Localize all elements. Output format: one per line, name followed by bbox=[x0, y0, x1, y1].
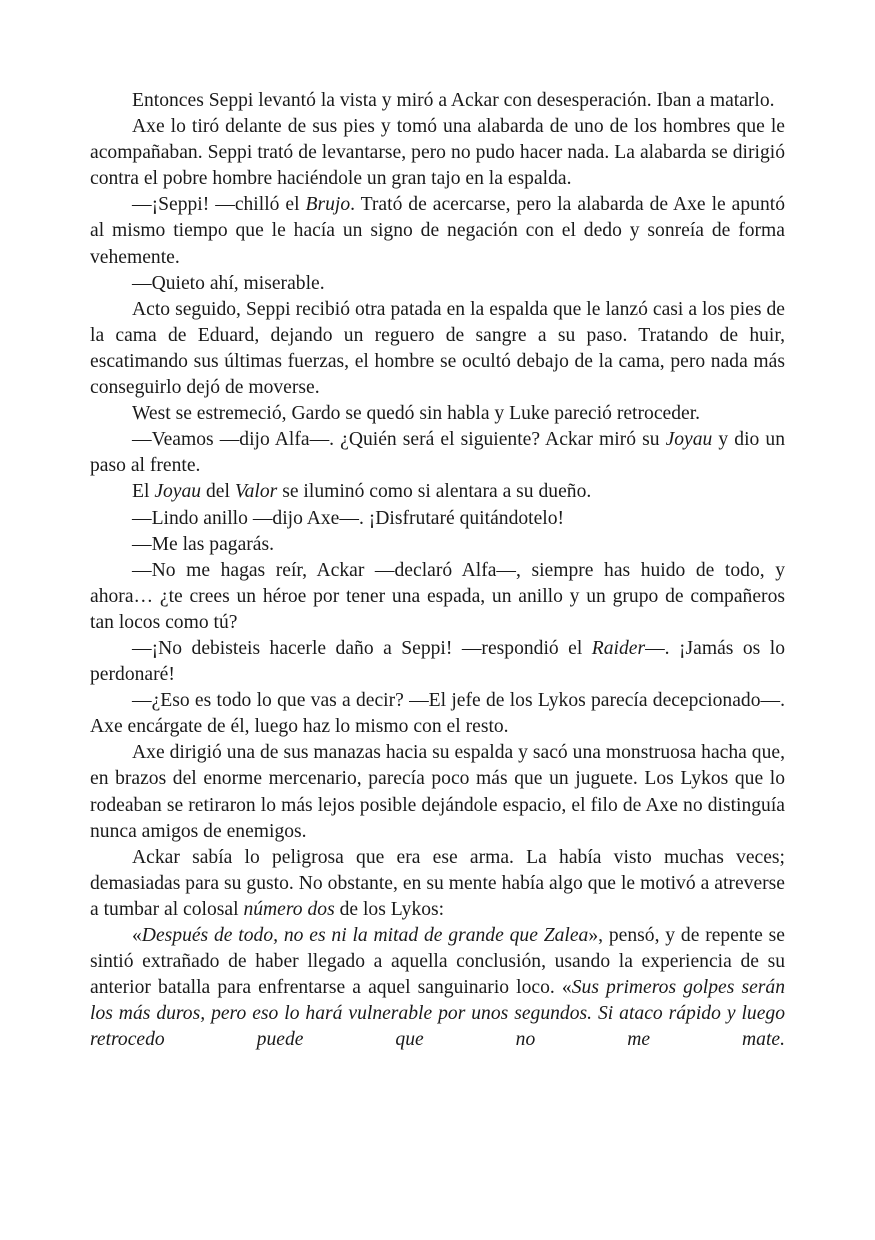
italic-text: Raider bbox=[591, 637, 646, 659]
paragraph bbox=[90, 532, 785, 558]
text-run: West se estremeció, Gardo se quedó sin habla y Luke pareció retroceder. bbox=[132, 403, 701, 425]
body-text bbox=[90, 88, 785, 1053]
paragraph bbox=[90, 479, 785, 505]
text-run: Ackar sabía lo peligrosa que era ese arma. La había visto muchas veces; demasiadas para su gusto. No obstante, en su mente había algo que le motivó a atreverse a tumbar al colosal bbox=[90, 846, 785, 920]
paragraph bbox=[90, 636, 785, 688]
text-run: Acto seguido, Seppi recibió otra patada en la espalda que le lanzó casi a los pies de la cama de Eduard, dejando un reguero de sangre a su paso. Tratando de huir, escatimando sus últimas fuerzas, el hombre se ocultó debajo de la cama, pero nada más conseguirlo dejó de moverse. bbox=[90, 298, 785, 399]
paragraph bbox=[90, 923, 785, 1053]
text-run: », pensó, y de repente se sintió extrañado de haber llegado a aquella conclusión, usando la experiencia de su anterior batalla para enfrentarse a aquel sanguinario loco. « bbox=[90, 925, 785, 999]
text-run: —Lindo anillo —dijo Axe—. ¡Disfrutaré quitándotelo! bbox=[132, 507, 565, 529]
text-run: « bbox=[132, 925, 142, 946]
text-run: —No me hagas reír, Ackar —declaró Alfa—, siempre has huido de todo, y ahora… ¿te crees un héroe por tener una espada, un anillo y un grupo de compañeros tan locos como tú? bbox=[90, 559, 785, 633]
text-run: El bbox=[132, 481, 155, 503]
text-run: —¡Seppi! —chilló el bbox=[132, 194, 306, 216]
italic-text: Joyau bbox=[154, 481, 202, 503]
text-run: y dio un paso al frente. bbox=[90, 429, 786, 477]
text-run: —Quieto ahí, miserable. bbox=[132, 272, 325, 294]
text-run: Entonces Seppi levantó la vista y miró a Ackar con desesperación. Iban a matarlo. bbox=[132, 90, 775, 111]
italic-text: Brujo bbox=[305, 194, 351, 216]
paragraph bbox=[90, 740, 785, 844]
italic-text: Sus primeros golpes serán los más duros, pero eso lo hará vulnerable por unos segundos. Si ataco rápido y luego retrocedo puede que no me mate. bbox=[90, 977, 785, 1051]
paragraph bbox=[90, 845, 785, 923]
text-run: del bbox=[201, 481, 235, 503]
text-run: —¡No debisteis hacerle daño a Seppi! —respondió el bbox=[132, 637, 592, 659]
italic-text: Joyau bbox=[665, 429, 713, 451]
paragraph bbox=[90, 506, 785, 532]
text-run: —¿Eso es todo lo que vas a decir? —El jefe de los Lykos parecía decepcionado—. Axe encárgate de él, luego haz lo mismo con el resto. bbox=[90, 690, 785, 738]
text-run: de los Lykos: bbox=[334, 898, 445, 920]
paragraph bbox=[90, 271, 785, 297]
text-run: —Me las pagarás. bbox=[132, 533, 275, 555]
text-run: . Trató de acercarse, pero la alabarda de Axe le apuntó al mismo tiempo que le hacía un signo de negación con el dedo y sonreía de forma vehemente. bbox=[90, 194, 785, 268]
text-run: se iluminó como si alentara a su dueño. bbox=[277, 481, 592, 503]
italic-text: número dos bbox=[243, 898, 335, 920]
text-run: Axe dirigió una de sus manazas hacia su espalda y sacó una monstruosa hacha que, en brazos del enorme mercenario, parecía poco más que un juguete. Los Lykos que lo rodeaban se retiraron lo más lejos posible dejándole espacio, el filo de Axe no distinguía nunca amigos de enemigos. bbox=[90, 742, 785, 842]
paragraph bbox=[90, 114, 785, 192]
italic-text: Valor bbox=[234, 481, 278, 503]
paragraph bbox=[90, 558, 785, 636]
paragraph bbox=[90, 192, 785, 270]
paragraph bbox=[90, 688, 785, 740]
text-run: Axe lo tiró delante de sus pies y tomó una alabarda de uno de los hombres que le acompañaban. Seppi trató de levantarse, pero no pudo hacer nada. La alabarda se dirigió contra el pobre hombre haciéndole un gran tajo en la espalda. bbox=[90, 116, 785, 190]
text-run: —Veamos —dijo Alfa—. ¿Quién será el siguiente? Ackar miró su bbox=[132, 429, 666, 451]
paragraph bbox=[90, 427, 785, 479]
paragraph bbox=[90, 401, 785, 427]
paragraph bbox=[90, 88, 785, 114]
text-run: —. ¡Jamás os lo perdonaré! bbox=[90, 637, 785, 686]
paragraph bbox=[90, 297, 785, 401]
italic-text: Después de todo, no es ni la mitad de grande que Zalea bbox=[141, 925, 589, 946]
